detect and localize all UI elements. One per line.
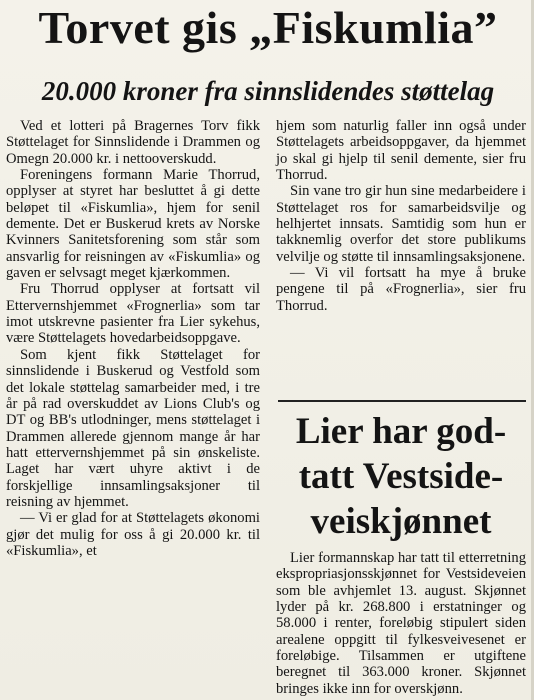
headline-line: tatt Vestside-	[298, 456, 504, 497]
article1-paragraph: Ved et lotteri på Bragernes Torv fikk Støttelaget for Sinnslidende i Drammen og Omegn 20.000 kr. i nettooverskudd.	[6, 118, 260, 167]
article1-paragraph: Fru Thorrud opplyser at fortsatt vil Ettervernshjemmet «Frognerlia» som tar imot utskrevne pasienter fra Lier sykehus, være Støttelagets hovedarbeidsoppgave.	[6, 281, 260, 347]
article1-right-column	[276, 118, 526, 314]
article1-left-column	[6, 118, 260, 559]
subheadline-stottelag: 20.000 kroner fra sinnslidendes støttelag	[41, 76, 495, 106]
article1-paragraph: Sin vane tro gir hun sine medarbeidere i Støttelaget ros for samarbeidsvilje og helhjertet innsats. Samtidig som hun er takknemlig overfor det store publikums velvilje og støtte til innsamlingsaksjonene.	[276, 183, 526, 265]
headline-fiskumlia: Torvet gis „Fiskumlia”	[38, 2, 498, 53]
headline-line: veiskjønnet	[310, 501, 492, 542]
article1-paragraph: hjem som naturlig faller inn også under Støttelagets arbeidsoppgaver, da hjemmet jo skal gi hjelp til senil demente, sier fru Thorrud.	[276, 118, 526, 184]
article2-paragraph: Lier formannskap har tatt til etterretning ekspropriasjonsskjønnet for Vestsideveien som ble avhjemlet 13. august. Skjønnet lyder på kr. 268.800 i erstatninger og 58.000 i renter, foreløbig stipulert siden arealene oppgitt til fylkesveivesenet er foreløbige. Tilsammen er utgiftene beregnet til 363.000 kroner. Skjønnet bringes ikke inn for overskjønn.	[276, 550, 526, 697]
article1-paragraph: Foreningens formann Marie Thorrud, opplyser at styret har besluttet å gi dette beløpet til «Fiskumlia», hjem for senil demente. Det er Buskerud krets av Norske Kvinners Sanitetsforening som står som ansvarlig for reisningen av «Fiskumlia» og gaven er selvsagt meget kjærkommen.	[6, 167, 260, 282]
headline-line: Lier har god-	[295, 411, 507, 452]
headline-vestsideveiskjonnet	[276, 409, 526, 544]
article1-paragraph: — Vi vil fortsatt ha mye å bruke pengene til på «Frognerlia», sier fru Thorrud.	[276, 265, 526, 314]
article-divider	[278, 400, 526, 402]
article1-paragraph: Som kjent fikk Støttelaget for sinnslidende i Buskerud og Vestfold som det lokale støttelag samarbeider med, i tre år på rad overskuddet av Lions Club's og DT og BB's utlodninger, mens støttelaget i Drammen allerede gjennom mange år har hatt ettervernshjemmet på sin ønskeliste. Laget har vært uhyre aktivt i de forskjellige innsamlingsaksjoner til reisning av hjemmet.	[6, 346, 260, 510]
article1-paragraph: — Vi er glad for at Støttelagets økonomi gjør det mulig for oss å gi 20.000 kr. til «Fiskumlia», et	[6, 510, 260, 559]
article2-body	[276, 550, 526, 697]
